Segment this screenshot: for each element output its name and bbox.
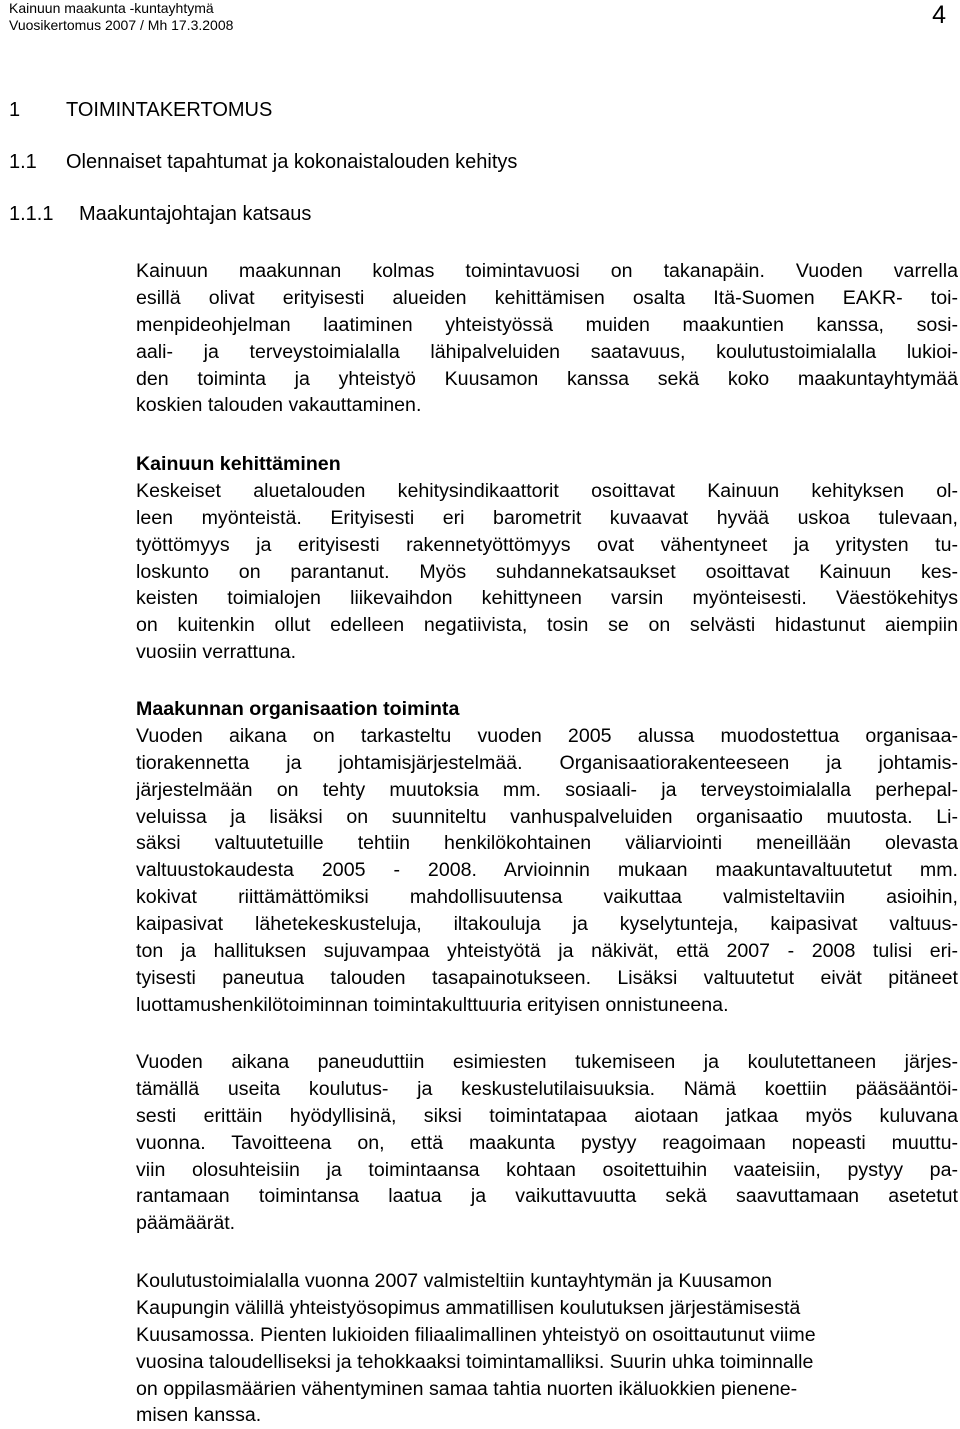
intro-paragraph [136, 258, 958, 419]
text-line: vuosiin verrattuna. [136, 641, 297, 664]
heading-number: 1.1 [9, 151, 37, 173]
document-header [9, 0, 233, 34]
text-line: veluissa ja lisäksi on suunniteltu vanhuspalveluiden organisaatio muutosta. Li- [136, 805, 958, 828]
education-paragraph [136, 1268, 958, 1429]
text-line: leen myönteistä. Erityisesti eri barometrit kuvaavat hyvää uskoa tulevaan, [136, 506, 958, 529]
text-line: on oppilasmäärien vähentyminen samaa tahtia nuorten ikäluokkien pienene- [136, 1377, 798, 1400]
heading-text: Olennaiset tapahtumat ja kokonaistalouden kehitys [66, 151, 518, 173]
text-line: misen kanssa. [136, 1404, 262, 1427]
heading-level-3 [9, 202, 311, 226]
header-report-info: Vuosikertomus 2007 / Mh 17.3.2008 [9, 17, 234, 33]
section-title: Maakunnan organisaation toiminta [136, 698, 460, 720]
text-line: luottamushenkilötoiminnan toimintakulttuuria erityisen onnistuneena. [136, 993, 729, 1016]
text-line: ton ja hallituksen sujuvampaa yhteistyötä ja näkivät, että 2007 - 2008 tulisi eri- [136, 940, 958, 963]
text-line: päämäärät. [136, 1212, 236, 1235]
section-organisaation-toiminta [136, 696, 958, 1019]
heading-number: 1.1.1 [9, 203, 54, 225]
text-line: Vuoden aikana on tarkasteltu vuoden 2005 alussa muodostettua organisaa- [136, 724, 958, 747]
text-line: loskunto on parantanut. Myös suhdannekatsaukset osoittavat Kainuun kes- [136, 560, 958, 583]
text-line: kaipasivat lähetekeskusteluja, iltakouluja ja kyselytunteja, kaipasivat valtuus- [136, 913, 958, 936]
text-line: Kainuun maakunnan kolmas toimintavuosi on takanapäin. Vuoden varrella [136, 260, 958, 282]
text-line: sesti erittäin hyödyllisinä, siksi toimintatapaa aiotaan jatkaa myös kuluvana [136, 1104, 958, 1127]
text-line: kokivat riittämättömiksi mahdollisuutensa vaikuttaa valmisteltaviin asioihin, [136, 886, 958, 909]
text-line: keisten toimialojen liikevaihdon kehittyneen varsin myönteisesti. Väestökehitys [136, 587, 958, 610]
text-line: Koulutustoimialalla vuonna 2007 valmisteltiin kuntayhtymän ja Kuusamon [136, 1270, 773, 1292]
heading-number: 1 [9, 99, 21, 121]
section-kainuun-kehittaminen [136, 451, 958, 666]
text-line: tämällä useita koulutus- ja keskustelutilaisuuksia. Nämä koettiin pääsääntöi- [136, 1077, 958, 1100]
text-line: vuosina taloudelliseksi ja tehokkaaksi toimintamalliksi. Suurin uhka toiminnalle [136, 1350, 814, 1373]
text-line: aali- ja terveystoimialalla lähipalveluiden saatavuus, koulutustoimialalla lukioi- [136, 340, 958, 363]
heading-level-2 [9, 150, 517, 174]
training-paragraph [136, 1049, 958, 1237]
text-line: menpideohjelman laatiminen yhteistyössä muiden maakuntien kanssa, sosi- [136, 313, 958, 336]
text-line: Vuoden aikana paneuduttiin esimiesten tukemiseen ja koulutettaneen järjes- [136, 1051, 958, 1073]
heading-text: Maakuntajohtajan katsaus [79, 203, 312, 225]
heading-text: TOIMINTAKERTOMUS [66, 99, 273, 121]
text-line: Kaupungin välillä yhteistyösopimus ammatillisen koulutuksen järjestämisestä [136, 1296, 801, 1319]
text-line: den toiminta ja yhteistyö Kuusamon kanssa sekä koko maakuntayhtymää [136, 367, 958, 390]
text-line: järjestelmään on tehty muutoksia mm. sosiaali- ja terveystoimialalla perhepal- [136, 778, 958, 801]
text-line: säksi valtuutetuille tehtiin henkilökohtainen väliarviointi meneillään olevasta [136, 832, 958, 855]
text-line: valtuustokaudesta 2005 - 2008. Arvioinnin mukaan maakuntavaltuutetut mm. [136, 859, 958, 882]
text-line: tiorakennetta ja johtamisjärjestelmää. Organisaatiorakenteeseen ja johtamis- [136, 751, 958, 774]
text-line: työttömyys ja erityisesti rakennetyöttömyys ovat vähentyneet ja yritysten tu- [136, 533, 958, 556]
text-line: on kuitenkin ollut edelleen negatiivista, tosin se on selvästi hidastunut aiempiin [136, 614, 958, 637]
text-line: koskien talouden vakauttaminen. [136, 394, 422, 417]
section-title: Kainuun kehittäminen [136, 453, 341, 475]
header-organization: Kainuun maakunta -kuntayhtymä [9, 0, 214, 16]
text-line: esillä olivat erityisesti alueiden kehittämisen osalta Itä-Suomen EAKR- toi- [136, 286, 958, 309]
text-line: viin olosuhteisiin ja toimintaansa kohtaan osoitettuihin vaateisiin, pystyy pa- [136, 1158, 958, 1181]
text-line: Keskeiset aluetalouden kehitysindikaattorit osoittavat Kainuun kehityksen ol- [136, 479, 958, 502]
text-line: tyisesti paneutua talouden tasapainotukseen. Lisäksi valtuutetut eivät pitäneet [136, 966, 958, 989]
text-line: rantamaan toimintansa laatua ja vaikuttavuutta sekä saavuttamaan asetetut [136, 1185, 958, 1208]
text-line: vuonna. Tavoitteena on, että maakunta pystyy reagoimaan nopeasti muuttu- [136, 1131, 958, 1154]
text-line: Kuusamossa. Pienten lukioiden filiaalimallinen yhteistyö on osoittautunut viime [136, 1323, 816, 1346]
heading-level-1 [9, 98, 272, 122]
page-number: 4 [932, 1, 946, 29]
